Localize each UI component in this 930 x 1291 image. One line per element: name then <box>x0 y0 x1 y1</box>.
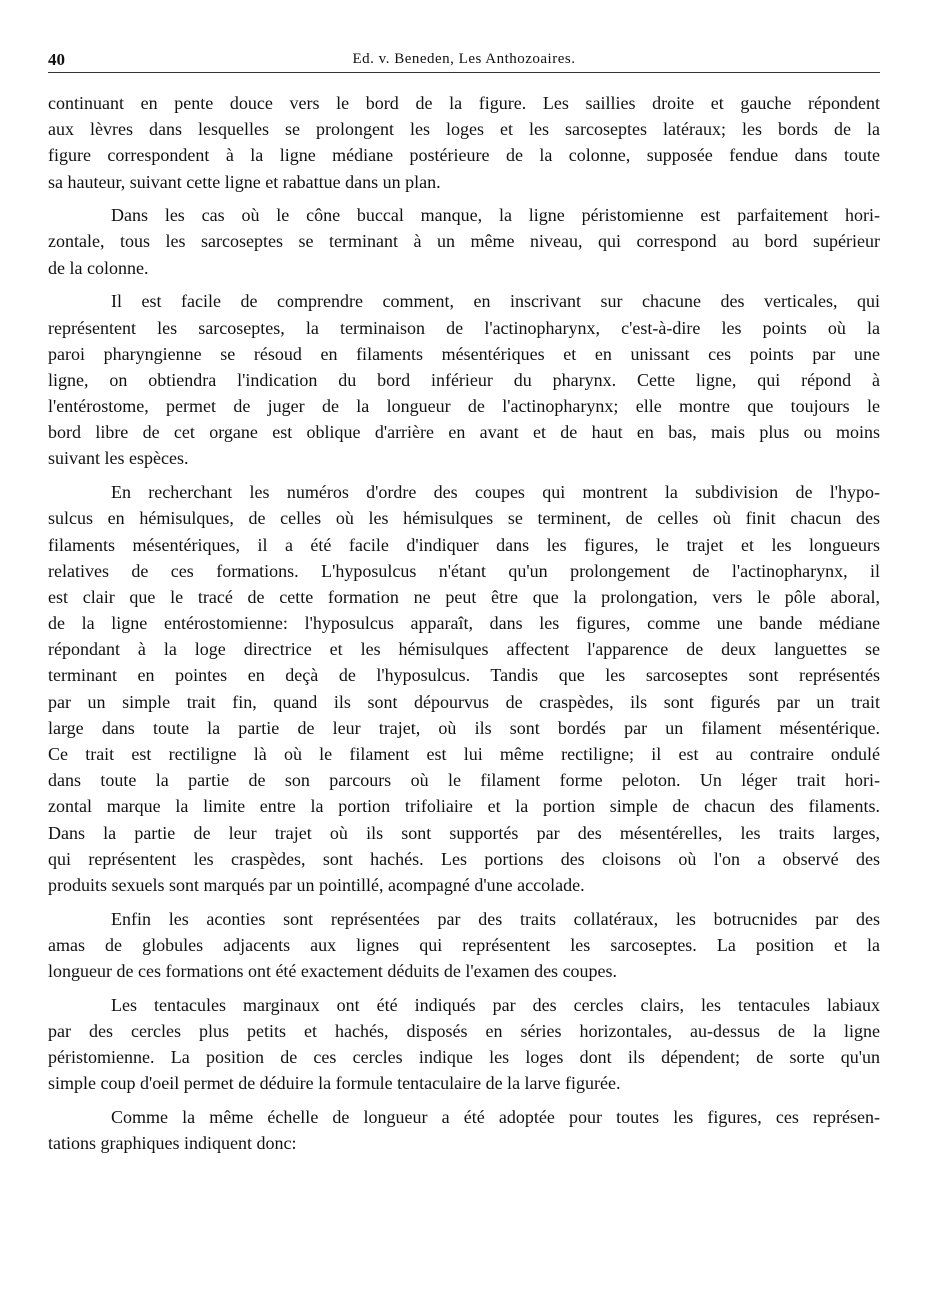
text-line: aux lèvres dans lesquelles se prolongent les loges et les sarcoseptes latéraux; les bords de la <box>48 119 880 140</box>
text-line: terminant en pointes en deçà de l'hyposulcus. Tandis que les sarcoseptes sont représentés <box>48 665 880 686</box>
text-line: Enfin les aconties sont représentées par des traits collatéraux, les botrucnides par des <box>111 908 880 929</box>
paragraph <box>48 906 880 985</box>
text-line: figure correspondent à la ligne médiane postérieure de la colonne, supposée fendue dans toute <box>48 145 880 166</box>
text-line: Dans les cas où le cône buccal manque, la ligne péristomienne est parfaitement hori- <box>111 205 880 226</box>
text-line: sulcus en hémisulques, de celles où les hémisulques se terminent, de celles où finit chacun des <box>48 508 880 529</box>
text-line: de la colonne. <box>48 257 149 278</box>
text-line: relatives de ces formations. L'hyposulcus n'étant qu'un prolongement de l'actinopharynx, il <box>48 560 880 581</box>
text-line: par des cercles plus petits et hachés, disposés en séries horizontales, au-dessus de la ligne <box>48 1020 880 1041</box>
text-line: l'entérostome, permet de juger de la longueur de l'actinopharynx; elle montre que toujours le <box>48 396 880 417</box>
text-line: zontale, tous les sarcoseptes se terminant à un même niveau, qui correspond au bord supérieur <box>48 231 880 252</box>
paragraph <box>48 202 880 281</box>
text-line: continuant en pente douce vers le bord de la figure. Les saillies droite et gauche répondent <box>48 93 880 113</box>
text-line: simple coup d'oeil permet de déduire la formule tentaculaire de la larve figurée. <box>48 1073 621 1094</box>
text-line: large dans toute la partie de leur trajet, où ils sont bordés par un filament mésentérique. <box>48 717 880 738</box>
text-line: Les tentacules marginaux ont été indiqués par des cercles clairs, les tentacules labiaux <box>111 994 880 1015</box>
text-line: bord libre de cet organe est oblique d'arrière en avant et de haut en bas, mais plus ou moins <box>48 422 880 443</box>
text-line: zontal marque la limite entre la portion trifoliaire et la portion simple de chacun des filaments. <box>48 796 880 817</box>
text-line: Il est facile de comprendre comment, en inscrivant sur chacune des verticales, qui <box>111 291 880 312</box>
text-line: longueur de ces formations ont été exactement déduits de l'examen des coupes. <box>48 961 618 981</box>
text-line: répondant à la loge directrice et les hémisulques affectent l'apparence de deux languettes se <box>48 639 880 660</box>
text-line: est clair que le tracé de cette formation ne peut être que la prolongation, vers le pôle aboral, <box>48 586 880 607</box>
text-line: produits sexuels sont marqués par un pointillé, acompagné d'une accolade. <box>48 874 585 895</box>
text-line: péristomienne. La position de ces cercles indique les loges dont ils dépendent; de sorte qu'un <box>48 1047 880 1068</box>
paragraph <box>48 90 880 195</box>
text-line: qui représentent les craspèdes, sont hachés. Les portions des cloisons où l'on a observé des <box>48 848 880 869</box>
paragraph <box>48 288 880 471</box>
text-line: filaments mésentériques, il a été facile d'indiquer dans les figures, le trajet et les longueurs <box>48 534 880 555</box>
text-line: suivant les espèces. <box>48 448 189 469</box>
header-rule <box>48 72 880 73</box>
text-line: Dans la partie de leur trajet où ils sont supportés par des mésentérelles, les traits larges, <box>48 822 880 843</box>
running-title: Ed. v. Beneden, Les Anthozoaires. <box>352 51 576 67</box>
text-line: paroi pharyngienne se résoud en filaments mésentériques et en unissant ces points par une <box>48 343 880 364</box>
text-line: amas de globules adjacents aux lignes qui représentent les sarcoseptes. La position et la <box>48 934 880 955</box>
text-line: par un simple trait fin, quand ils sont dépourvus de craspèdes, ils sont figurés par un trait <box>48 691 880 712</box>
text-line: tations graphiques indiquent donc: <box>48 1133 297 1154</box>
paragraph <box>48 479 880 898</box>
text-line: Ce trait est rectiligne là où le filament est lui même rectiligne; il est au contraire ondulé <box>48 744 880 764</box>
text-line: sa hauteur, suivant cette ligne et rabattue dans un plan. <box>48 171 441 192</box>
page-number: 40 <box>48 50 65 69</box>
body-text <box>48 90 880 1164</box>
text-line: représentent les sarcoseptes, la terminaison de l'actinopharynx, c'est-à-dire les points où la <box>48 317 880 338</box>
text-line: de la ligne entérostomienne: l'hyposulcus apparaît, dans les figures, comme une bande médiane <box>48 613 880 634</box>
text-line: ligne, on obtiendra l'indication du bord inférieur du pharynx. Cette ligne, qui répond à <box>48 369 880 390</box>
text-line: En recherchant les numéros d'ordre des coupes qui montrent la subdivision de l'hypo- <box>111 482 880 503</box>
paragraph <box>48 1104 880 1156</box>
running-header <box>48 48 880 72</box>
text-line: Comme la même échelle de longueur a été adoptée pour toutes les figures, ces représen- <box>111 1106 880 1127</box>
paragraph <box>48 992 880 1097</box>
text-line: dans toute la partie de son parcours où le filament forme peloton. Un léger trait hori- <box>48 770 880 791</box>
